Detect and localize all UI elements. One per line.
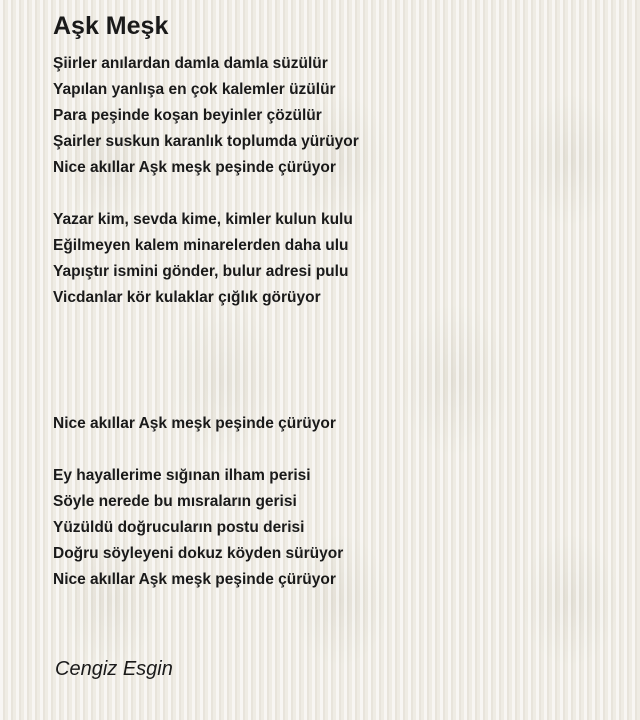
poem-line: Yapılan yanlışa en çok kalemler üzülür: [53, 81, 336, 98]
stanza-4: [53, 463, 343, 593]
poem-line: Doğru söyleyeni dokuz köyden sürüyor: [53, 545, 344, 562]
poem-line: Nice akıllar Aşk meşk peşinde çürüyor: [53, 415, 336, 432]
poem-line: Yapıştır ismini gönder, bulur adresi pulu: [53, 263, 349, 280]
poem-author: Cengiz Esgin: [55, 658, 173, 680]
poem-line: Söyle nerede bu mısraların gerisi: [53, 493, 297, 510]
poem-line: Eğilmeyen kalem minarelerden daha ulu: [53, 237, 349, 254]
stanza-3: [53, 411, 336, 437]
poem-title: Aşk Meşk: [53, 12, 169, 40]
poem-line: Nice akıllar Aşk meşk peşinde çürüyor: [53, 571, 336, 588]
poem-line: Ey hayallerime sığınan ilham perisi: [53, 467, 311, 484]
stanza-1: [53, 51, 359, 181]
poem-line: Nice akıllar Aşk meşk peşinde çürüyor: [53, 159, 336, 176]
poem-line: Yüzüldü doğrucuların postu derisi: [53, 519, 305, 536]
stanza-2: [53, 207, 353, 311]
poem-line: Para peşinde koşan beyinler çözülür: [53, 107, 322, 124]
poem-line: Yazar kim, sevda kime, kimler kulun kulu: [53, 211, 353, 228]
poem-line: Şiirler anılardan damla damla süzülür: [53, 55, 328, 72]
poem-line: Şairler suskun karanlık toplumda yürüyor: [53, 133, 359, 150]
poem-line: Vicdanlar kör kulaklar çığlık görüyor: [53, 289, 321, 306]
